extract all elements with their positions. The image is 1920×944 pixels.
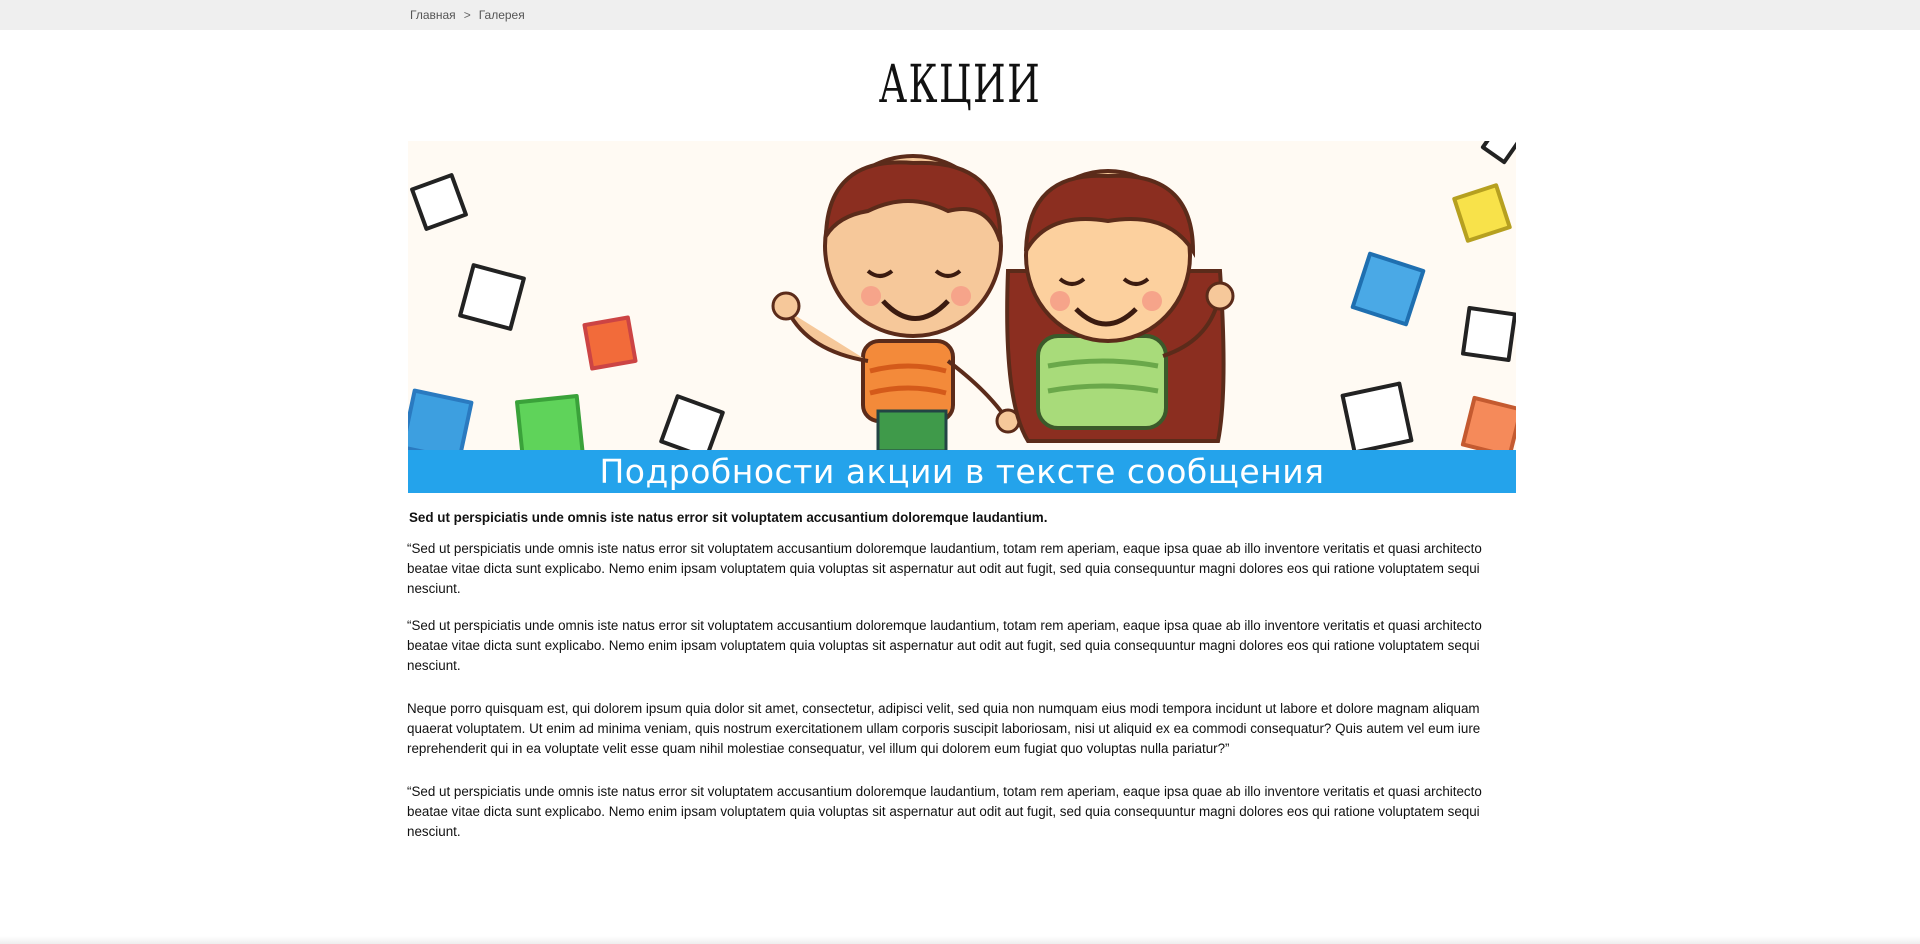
- promo-banner: [408, 141, 1516, 493]
- breadcrumb: [410, 8, 525, 22]
- breadcrumb-current-link[interactable]: Галерея: [478, 8, 525, 22]
- banner-illustration: [408, 141, 1516, 450]
- banner-caption-strip: Подробности акции в тексте сообщения: [408, 450, 1516, 493]
- article-paragraph: “Sed ut perspiciatis unde omnis iste natus error sit voluptatem accusantium doloremque laudantium, totam rem aperiam, eaque ipsa quae ab illo inventore veritatis et quasi architecto beatae vitae dicta sunt explicabo. Nemo enim ipsam voluptatem quia voluptas sit aspernatur aut odit aut fugit, sed quia consequuntur magni dolores eos qui ratione voluptatem sequi nesciunt.: [407, 618, 1482, 673]
- article-paragraph: “Sed ut perspiciatis unde omnis iste natus error sit voluptatem accusantium doloremque laudantium, totam rem aperiam, eaque ipsa quae ab illo inventore veritatis et quasi architecto beatae vitae dicta sunt explicabo. Nemo enim ipsam voluptatem quia voluptas sit aspernatur aut odit aut fugit, sed quia consequuntur magni dolores eos qui ratione voluptatem sequi nesciunt.: [407, 541, 1482, 596]
- footer-edge: [0, 936, 1920, 944]
- article-content: [407, 508, 1517, 859]
- breadcrumb-separator: >: [463, 8, 471, 22]
- article-paragraph: Neque porro quisquam est, qui dolorem ipsum quia dolor sit amet, consectetur, adipisci velit, sed quia non numquam eius modi tempora incidunt ut labore et dolore magnam aliquam quaerat voluptatem. Ut enim ad minima veniam, quis nostrum exercitationem ullam corporis suscipit laboriosam, nisi ut aliquid ex ea commodi consequatur? Quis autem vel eum iure reprehenderit qui in ea voluptate velit esse quam nihil molestiae consequatur, vel illum qui dolorem eum fugiat quo voluptas nulla pariatur?”: [407, 701, 1481, 756]
- girl-figure: [1007, 171, 1233, 441]
- top-bar: [0, 0, 1920, 30]
- boy-figure: [773, 156, 1019, 450]
- page-title: АКЦИИ: [878, 55, 1042, 115]
- breadcrumb-home-link[interactable]: Главная: [410, 8, 456, 22]
- article-lead: Sed ut perspiciatis unde omnis iste natus error sit voluptatem accusantium doloremque laudantium.: [409, 510, 1048, 525]
- article-paragraph: “Sed ut perspiciatis unde omnis iste natus error sit voluptatem accusantium doloremque laudantium, totam rem aperiam, eaque ipsa quae ab illo inventore veritatis et quasi architecto beatae vitae dicta sunt explicabo. Nemo enim ipsam voluptatem quia voluptas sit aspernatur aut odit aut fugit, sed quia consequuntur magni dolores eos qui ratione voluptatem sequi nesciunt.: [407, 784, 1482, 839]
